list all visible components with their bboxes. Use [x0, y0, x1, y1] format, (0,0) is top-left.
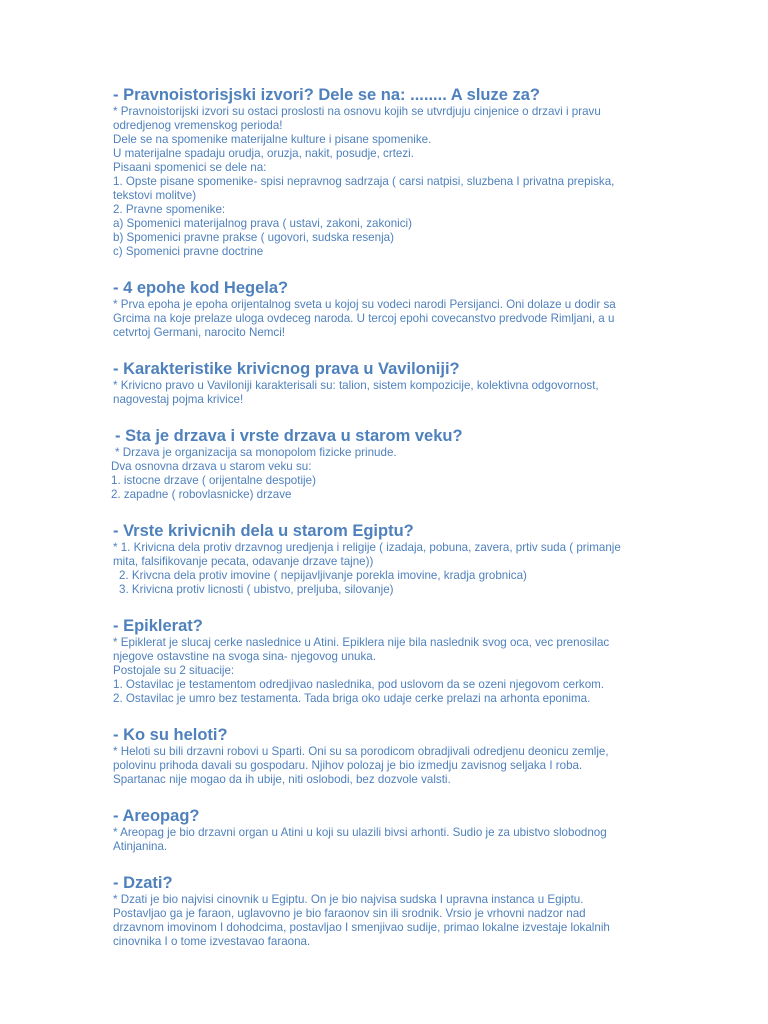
document-page — [113, 85, 693, 949]
qa-section-vavilonija — [113, 359, 693, 407]
answer-line: 2. Pravne spomenike: — [113, 203, 226, 216]
answer-text — [113, 745, 693, 787]
answer-line: 2. Ostavilac je umro bez testamenta. Tada briga oko udaje cerke prelazi na arhonta eponima. — [113, 692, 591, 705]
answer-line: 3. Krivicna protiv licnosti ( ubistvo, preljuba, silovanje) — [119, 583, 394, 596]
answer-line: 2. zapadne ( robovlasnicke) drzave — [111, 488, 292, 501]
answer-text — [113, 636, 693, 706]
question-heading: - Pravnoistorisjski izvori? Dele se na: ........ A sluze za? — [113, 86, 540, 104]
answer-line: * Heloti su bili drzavni robovi u Sparti. Oni su sa porodicom obradjivali odredjenu deonicu zemlje, — [113, 745, 609, 758]
answer-line: c) Spomenici pravne doctrine — [113, 245, 264, 258]
qa-section-dzati — [113, 873, 693, 949]
answer-line: U materijalne spadaju orudja, oruzja, nakit, posudje, crtezi. — [113, 147, 414, 160]
answer-line: 1. istocne drzave ( orijentalne despotije) — [111, 474, 316, 487]
answer-line: 1. Opste pisane spomenike- spisi nepravnog sadrzaja ( carsi natpisi, sluzbena I privatna prepiska, — [113, 175, 615, 188]
answer-line: Postavljao ga je faraon, uglavovno je bio faraonov sin ili srodnik. Vrsio je vrhovni nadzor nad — [113, 907, 586, 920]
question-heading: - Epiklerat? — [113, 617, 203, 635]
answer-line: * Areopag je bio drzavni organ u Atini u koji su ulazili bivsi arhonti. Sudio je za ubistvo slobodnog — [113, 826, 607, 839]
answer-line: njegove ostavstine na svoga sina- njegovog unuka. — [113, 650, 376, 663]
answer-line: * Dzati je bio najvisi cinovnik u Egiptu. On je bio najvisa sudska I upravna instanca u Egiptu. — [113, 893, 584, 906]
answer-text — [113, 826, 693, 854]
question-heading: - Karakteristike krivicnog prava u Vaviloniji? — [113, 360, 460, 378]
answer-line: * Epiklerat je slucaj cerke naslednice u Atini. Epiklera nije bila naslednik svog oca, vec prenosilac — [113, 636, 610, 649]
answer-line: Dele se na spomenike materijalne kulture i pisane spomenike. — [113, 133, 432, 146]
answer-line: Postojale su 2 situacije: — [113, 664, 235, 677]
answer-line: b) Spomenici pravne prakse ( ugovori, sudska resenja) — [113, 231, 394, 244]
answer-line: Atinjanina. — [113, 840, 168, 853]
answer-line: * Drzava je organizacija sa monopolom fizicke prinude. — [115, 446, 397, 459]
question-heading: - Sta je drzava i vrste drzava u starom veku? — [115, 427, 463, 445]
question-heading: - Vrste krivicnih dela u starom Egiptu? — [113, 522, 414, 540]
qa-section-epiklerat — [113, 616, 693, 706]
answer-line: mita, falsifikovanje pecata, odavanje drzave tajne)) — [113, 555, 374, 568]
question-heading: - 4 epohe kod Hegela? — [113, 279, 289, 297]
answer-line: Spartanac nije mogao da ih ubije, niti oslobodi, bez dozvole valsti. — [113, 773, 451, 786]
answer-line: drzavnom imovinom I dohodcima, postavljao I smenjivao sudije, primao lokalne izvestaje lokalnih — [113, 921, 610, 934]
answer-line: * Krivicno pravo u Vaviloniji karakterisali su: talion, sistem kompozicije, kolektivna odgovornost, — [113, 379, 599, 392]
answer-text — [113, 105, 693, 259]
qa-section-heloti — [113, 725, 693, 787]
answer-line: 2. Krivcna dela protiv imovine ( nepijavljivanje porekla imovine, kradja grobnica) — [119, 569, 527, 582]
answer-line: polovinu prihoda davali su gospodaru. Njihov polozaj je bio izmedju zavisnog seljaka I roba. — [113, 759, 583, 772]
answer-line: Grcima na koje prelaze uloga ovdeceg naroda. U tercoj epohi covecanstvo predvode Rimljani, a u — [113, 312, 615, 325]
qa-section-hegel — [113, 278, 693, 340]
question-heading: - Dzati? — [113, 874, 173, 892]
qa-section-drzava — [111, 426, 693, 502]
answer-line: * Prva epoha je epoha orijentalnog sveta u kojoj su vodeci narodi Persijanci. Oni dolaze u dodir sa — [113, 298, 616, 311]
answer-text — [113, 379, 693, 407]
answer-text — [113, 893, 693, 949]
answer-line: cetvrtoj Germani, narocito Nemci! — [113, 326, 286, 339]
answer-line: odredjenog vremenskog perioda! — [113, 119, 283, 132]
answer-line: tekstovi molitve) — [113, 189, 197, 202]
qa-section-areopag — [113, 806, 693, 854]
answer-line: a) Spomenici materijalnog prava ( ustavi, zakoni, zakonici) — [113, 217, 412, 230]
answer-line: * 1. Krivicna dela protiv drzavnog uredjenja i religije ( izadaja, pobuna, zavera, prtiv suda ( primanje — [113, 541, 621, 554]
answer-text — [111, 446, 693, 502]
question-heading: - Ko su heloti? — [113, 726, 228, 744]
qa-section-egipat — [113, 521, 693, 597]
qa-section-izvori — [113, 85, 693, 259]
answer-line: 1. Ostavilac je testamentom odredjivao naslednika, pod uslovom da se ozeni njegovom cerkom. — [113, 678, 605, 691]
question-heading: - Areopag? — [113, 807, 200, 825]
answer-line: cinovnika I o tome izvestavao faraona. — [113, 935, 311, 948]
answer-line: * Pravnoistorijski izvori su ostaci proslosti na osnovu kojih se utvrdjuju cinjenice o drzavi i pravu — [113, 105, 601, 118]
answer-line: nagovestaj pojma krivice! — [113, 393, 244, 406]
answer-text — [113, 541, 693, 597]
answer-line: Pisaani spomenici se dele na: — [113, 161, 267, 174]
answer-text — [113, 298, 693, 340]
answer-line: Dva osnovna drzava u starom veku su: — [111, 460, 312, 473]
